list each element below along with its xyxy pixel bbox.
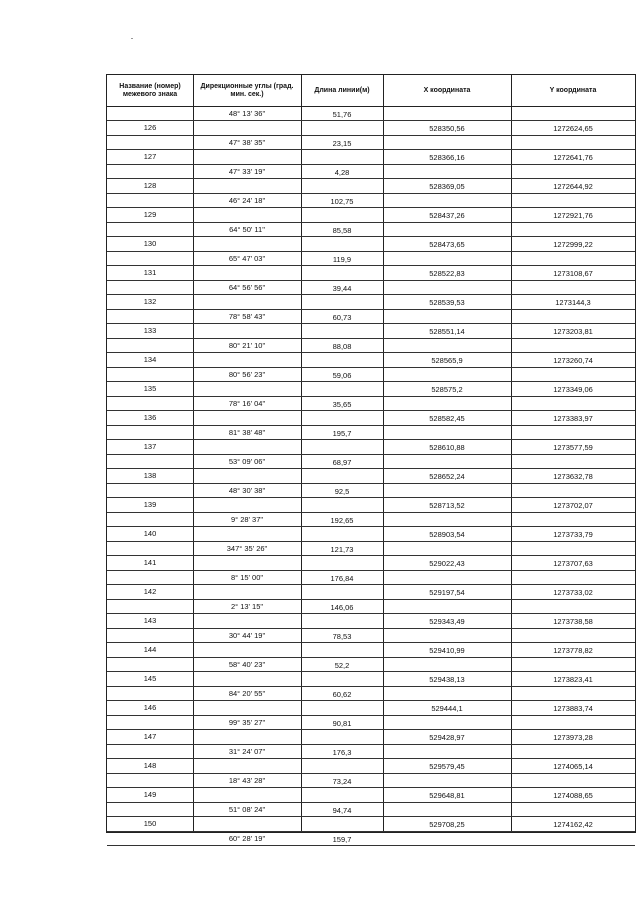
y-coordinate-cell: 1273883,74 xyxy=(553,703,593,713)
row-divider xyxy=(107,816,635,817)
row-divider xyxy=(107,425,635,426)
directional-angle-cell: 8° 15' 00" xyxy=(230,572,264,582)
row-divider xyxy=(107,845,635,846)
x-coordinate-cell: 528437,26 xyxy=(429,210,465,220)
line-length-cell: 88,08 xyxy=(332,342,352,351)
directional-angle-cell: 80° 56' 23" xyxy=(228,369,266,379)
y-coordinate-cell: 1274162,42 xyxy=(553,819,593,829)
x-coordinate-cell: 528713,52 xyxy=(429,500,465,510)
y-coordinate-cell: 1273823,41 xyxy=(553,674,593,684)
row-divider xyxy=(107,193,635,194)
x-coordinate-cell: 529579,45 xyxy=(429,761,465,771)
row-divider xyxy=(107,251,635,252)
coordinates-table xyxy=(106,74,636,844)
row-divider xyxy=(107,120,635,121)
x-coordinate-cell: 529428,97 xyxy=(429,732,465,742)
directional-angle-cell: 46° 24' 18" xyxy=(228,195,266,205)
x-coordinate-cell: 528582,45 xyxy=(429,413,465,423)
x-coordinate-cell: 528903,54 xyxy=(429,529,465,539)
directional-angle-cell: 31° 24' 07" xyxy=(228,746,266,756)
point-name-cell: 144 xyxy=(143,645,157,654)
row-divider xyxy=(107,555,635,556)
directional-angle-cell: 58° 40' 23" xyxy=(228,659,266,669)
point-name-cell: 135 xyxy=(143,384,157,393)
y-coordinate-cell: 1272624,65 xyxy=(553,123,593,133)
row-divider xyxy=(107,802,635,803)
directional-angle-cell: 78° 16' 04" xyxy=(228,398,266,408)
y-coordinate-cell: 1273707,63 xyxy=(553,558,593,568)
x-coordinate-cell: 529648,81 xyxy=(429,790,465,800)
header-directional-angles: Дирекционные углы (град. мин. сек.) xyxy=(200,82,294,98)
x-coordinate-cell: 528539,53 xyxy=(429,297,465,307)
point-name-cell: 147 xyxy=(143,732,157,741)
x-coordinate-cell: 528610,88 xyxy=(429,442,465,452)
row-divider xyxy=(107,309,635,310)
line-length-cell: 68,97 xyxy=(332,458,352,467)
row-divider xyxy=(107,280,635,281)
directional-angle-cell: 64° 50' 11" xyxy=(229,224,265,234)
x-coordinate-cell: 528473,65 xyxy=(429,239,465,249)
directional-angle-cell: 30° 44' 19" xyxy=(228,630,266,640)
line-length-cell: 176,84 xyxy=(330,574,354,583)
directional-angle-cell: 84° 20' 55" xyxy=(228,688,266,698)
point-name-cell: 136 xyxy=(143,413,157,422)
line-length-cell: 85,58 xyxy=(332,226,352,235)
y-coordinate-cell: 1273733,02 xyxy=(553,587,593,597)
line-length-cell: 39,44 xyxy=(332,284,352,293)
line-length-cell: 60,62 xyxy=(332,690,352,699)
point-name-cell: 149 xyxy=(143,790,157,799)
point-name-cell: 145 xyxy=(143,674,157,683)
y-coordinate-cell: 1273260,74 xyxy=(553,355,593,365)
directional-angle-cell: 9° 28' 37" xyxy=(230,514,264,524)
row-divider xyxy=(107,497,635,498)
point-name-cell: 133 xyxy=(143,326,157,335)
x-coordinate-cell: 528369,05 xyxy=(429,181,465,191)
x-coordinate-cell: 529343,49 xyxy=(429,616,465,626)
row-divider xyxy=(107,613,635,614)
y-coordinate-cell: 1273973,28 xyxy=(553,732,593,742)
row-divider xyxy=(107,570,635,571)
point-name-cell: 138 xyxy=(143,471,157,480)
x-coordinate-cell: 528551,14 xyxy=(429,326,465,336)
y-coordinate-cell: 1272999,22 xyxy=(553,239,593,249)
row-divider xyxy=(107,657,635,658)
row-divider xyxy=(107,149,635,150)
point-name-cell: 130 xyxy=(143,239,157,248)
row-divider xyxy=(107,178,635,179)
directional-angle-cell: 51° 08' 24" xyxy=(228,804,266,814)
directional-angle-cell: 80° 21' 10" xyxy=(228,340,266,350)
y-coordinate-cell: 1273738,58 xyxy=(553,616,593,626)
y-coordinate-cell: 1274065,14 xyxy=(553,761,593,771)
x-coordinate-cell: 529022,43 xyxy=(429,558,465,568)
header-y-coordinate: Y координата xyxy=(549,86,597,94)
point-name-cell: 141 xyxy=(143,558,157,567)
line-length-cell: 35,65 xyxy=(332,400,352,409)
point-name-cell: 134 xyxy=(143,355,157,364)
y-coordinate-cell: 1273778,82 xyxy=(553,645,593,655)
row-divider xyxy=(107,396,635,397)
directional-angle-cell: 347° 35' 26" xyxy=(226,543,268,553)
x-coordinate-cell: 529708,25 xyxy=(429,819,465,829)
row-divider xyxy=(107,338,635,339)
point-name-cell: 137 xyxy=(143,442,157,451)
directional-angle-cell: 78° 58' 43" xyxy=(228,311,266,321)
point-name-cell: 143 xyxy=(143,616,157,625)
line-length-cell: 59,06 xyxy=(332,371,352,380)
row-divider xyxy=(107,265,635,266)
row-divider xyxy=(107,468,635,469)
x-coordinate-cell: 529197,54 xyxy=(429,587,465,597)
row-divider xyxy=(107,323,635,324)
row-divider xyxy=(107,584,635,585)
row-divider xyxy=(107,512,635,513)
point-name-cell: 132 xyxy=(143,297,157,306)
y-coordinate-cell: 1273733,79 xyxy=(553,529,593,539)
line-length-cell: 4,28 xyxy=(334,168,350,177)
line-length-cell: 60,73 xyxy=(332,313,352,322)
line-length-cell: 51,76 xyxy=(332,110,352,119)
row-divider xyxy=(107,686,635,687)
x-coordinate-cell: 528350,56 xyxy=(429,123,465,133)
line-length-cell: 159,7 xyxy=(332,835,352,844)
row-divider xyxy=(107,236,635,237)
line-length-cell: 195,7 xyxy=(332,429,352,438)
row-divider xyxy=(107,758,635,759)
y-coordinate-cell: 1273577,59 xyxy=(553,442,593,452)
line-length-cell: 90,81 xyxy=(332,719,352,728)
header-line-length: Длина линии(м) xyxy=(314,86,370,94)
y-coordinate-cell: 1273203,81 xyxy=(553,326,593,336)
line-length-cell: 121,73 xyxy=(330,545,354,554)
line-length-cell: 73,24 xyxy=(332,777,352,786)
row-divider xyxy=(107,541,635,542)
line-length-cell: 192,65 xyxy=(330,516,354,525)
directional-angle-cell: 53° 09' 06" xyxy=(228,456,266,466)
y-coordinate-cell: 1273349,06 xyxy=(553,384,593,394)
point-name-cell: 148 xyxy=(143,761,157,770)
row-divider xyxy=(107,729,635,730)
row-divider xyxy=(107,715,635,716)
line-length-cell: 23,15 xyxy=(332,139,352,148)
directional-angle-cell: 47° 38' 35" xyxy=(228,137,266,147)
y-coordinate-cell: 1273144,3 xyxy=(555,297,591,307)
x-coordinate-cell: 528522,83 xyxy=(429,268,465,278)
line-length-cell: 176,3 xyxy=(332,748,352,757)
directional-angle-cell: 48° 13' 36" xyxy=(228,108,266,118)
y-coordinate-cell: 1274088,65 xyxy=(553,790,593,800)
row-divider xyxy=(107,773,635,774)
directional-angle-cell: 64° 56' 56" xyxy=(228,282,266,292)
y-coordinate-cell: 1272641,76 xyxy=(553,152,593,162)
point-name-cell: 140 xyxy=(143,529,157,538)
directional-angle-cell: 65° 47' 03" xyxy=(228,253,266,263)
y-coordinate-cell: 1272644,92 xyxy=(553,181,593,191)
x-coordinate-cell: 528652,24 xyxy=(429,471,465,481)
point-name-cell: 128 xyxy=(143,181,157,190)
row-divider xyxy=(107,294,635,295)
x-coordinate-cell: 529444,1 xyxy=(431,703,463,713)
y-coordinate-cell: 1272921,76 xyxy=(553,210,593,220)
scan-speck xyxy=(131,38,133,39)
y-coordinate-cell: 1273702,07 xyxy=(553,500,593,510)
row-divider xyxy=(107,381,635,382)
directional-angle-cell: 81° 38' 48" xyxy=(228,427,266,437)
directional-angle-cell: 18° 43' 28" xyxy=(228,775,266,785)
point-name-cell: 131 xyxy=(143,268,157,277)
x-coordinate-cell: 528575,2 xyxy=(431,384,463,394)
point-name-cell: 150 xyxy=(143,819,157,828)
x-coordinate-cell: 528565,9 xyxy=(431,355,463,365)
point-name-cell: 127 xyxy=(143,152,157,161)
row-divider xyxy=(107,744,635,745)
row-divider xyxy=(107,367,635,368)
point-name-cell: 146 xyxy=(143,703,157,712)
x-coordinate-cell: 528366,16 xyxy=(429,152,465,162)
point-name-cell: 142 xyxy=(143,587,157,596)
line-length-cell: 119,9 xyxy=(332,255,352,264)
row-divider xyxy=(107,207,635,208)
line-length-cell: 102,75 xyxy=(330,197,354,206)
table-header xyxy=(107,74,635,107)
row-divider xyxy=(107,454,635,455)
row-divider xyxy=(107,831,635,832)
line-length-cell: 78,53 xyxy=(332,632,352,641)
row-divider xyxy=(107,483,635,484)
row-divider xyxy=(107,164,635,165)
row-divider xyxy=(107,222,635,223)
row-divider xyxy=(107,700,635,701)
row-divider xyxy=(107,526,635,527)
line-length-cell: 52,2 xyxy=(334,661,350,670)
row-divider xyxy=(107,410,635,411)
point-name-cell: 139 xyxy=(143,500,157,509)
x-coordinate-cell: 529438,13 xyxy=(429,674,465,684)
directional-angle-cell: 60° 28' 19" xyxy=(228,833,266,843)
row-divider xyxy=(107,787,635,788)
directional-angle-cell: 2° 13' 15" xyxy=(230,601,264,611)
directional-angle-cell: 99° 35' 27" xyxy=(228,717,266,727)
directional-angle-cell: 47° 33' 19" xyxy=(228,166,266,176)
row-divider xyxy=(107,628,635,629)
point-name-cell: 126 xyxy=(143,123,157,132)
y-coordinate-cell: 1273108,67 xyxy=(553,268,593,278)
header-point-name: Название (номер) межевого знака xyxy=(119,82,181,98)
line-length-cell: 146,06 xyxy=(330,603,354,612)
row-divider xyxy=(107,671,635,672)
y-coordinate-cell: 1273632,78 xyxy=(553,471,593,481)
directional-angle-cell: 48° 30' 38" xyxy=(228,485,266,495)
row-divider xyxy=(107,439,635,440)
line-length-cell: 92,5 xyxy=(334,487,350,496)
row-divider xyxy=(107,642,635,643)
y-coordinate-cell: 1273383,97 xyxy=(553,413,593,423)
row-divider xyxy=(107,599,635,600)
point-name-cell: 129 xyxy=(143,210,157,219)
x-coordinate-cell: 529410,99 xyxy=(429,645,465,655)
row-divider xyxy=(107,135,635,136)
header-x-coordinate: X координата xyxy=(423,86,471,94)
row-divider xyxy=(107,352,635,353)
line-length-cell: 94,74 xyxy=(332,806,352,815)
